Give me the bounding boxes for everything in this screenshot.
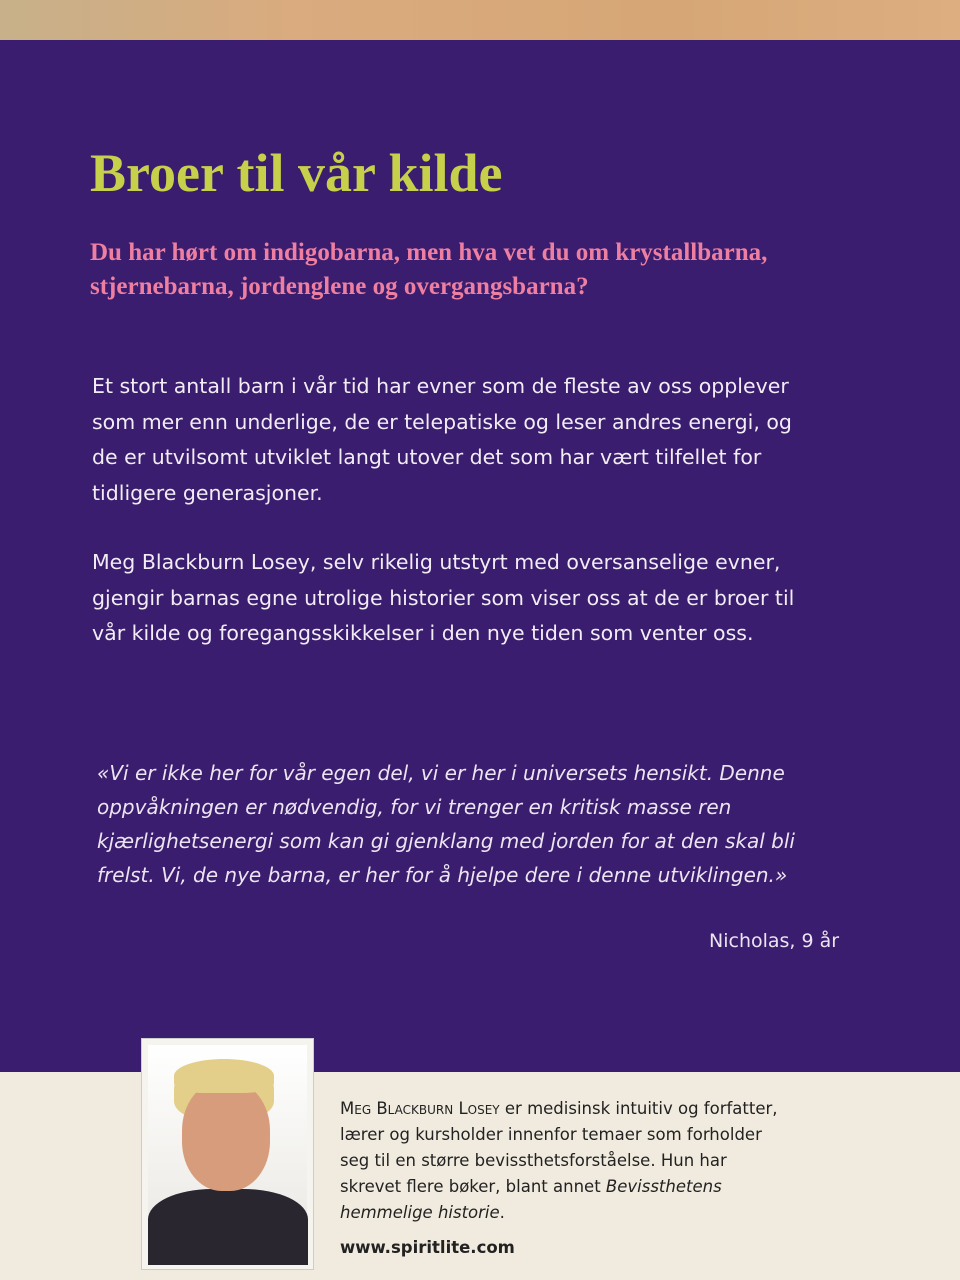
bio-line: lærer og kursholder innenfor temaer som forholder [340, 1125, 762, 1144]
text-line: de er utvilsomt utviklet langt utover det som har vært tilfellet for [92, 445, 762, 469]
quote-line: kjærlighetsenergi som kan gi gjenklang med jorden for at den skal bli [97, 829, 795, 853]
subtitle-line: stjernebarna, jordenglene og overgangsbarna? [90, 273, 589, 300]
book-title: Broer til vår kilde [90, 143, 503, 203]
bio-text: . [499, 1203, 505, 1222]
bio-text: er medisinsk intuitiv og forfatter, [499, 1099, 778, 1118]
text-line: vår kilde og foregangsskikkelser i den nye tiden som venter oss. [92, 621, 754, 645]
text-line: Et stort antall barn i vår tid har evner som de fleste av oss opplever [92, 374, 789, 398]
text-line: tidligere generasjoner. [92, 480, 323, 505]
quote [97, 756, 795, 892]
bio-line: seg til en større bevissthetsforståelse. Hun har [340, 1151, 727, 1170]
wooden-table-background [0, 0, 960, 42]
description-paragraph-2 [92, 545, 794, 652]
subtitle-line: Du har hørt om indigobarna, men hva vet du om krystallbarna, [90, 239, 768, 266]
website-url: www.spiritlite.com [340, 1238, 515, 1257]
quote-author: Nicholas, 9 år [709, 930, 840, 952]
subtitle [90, 236, 767, 304]
text-line: gjengir barnas egne utrolige historier som viser oss at de er broer til [92, 585, 795, 610]
book-reference: Bevissthetens [605, 1177, 722, 1196]
quote-line: «Vi er ikke her for vår egen del, vi er her i universets hensikt. Denne [97, 761, 785, 785]
description-paragraph-1 [92, 369, 792, 511]
quote-line: oppvåkningen er nødvendig, for vi trenger en kritisk masse ren [97, 795, 732, 819]
author-photo [141, 1038, 314, 1270]
text-line: som mer enn underlige, de er telepatiske og leser andres energi, og [92, 409, 792, 434]
author-bio [340, 1096, 778, 1226]
quote-line: frelst. Vi, de nye barna, er her for å hjelpe dere i denne utviklingen.» [97, 863, 788, 887]
author-name: Meg Blackburn Losey [340, 1099, 500, 1118]
text-line: Meg Blackburn Losey, selv rikelig utstyrt med oversanselige evner, [92, 550, 781, 574]
book-reference: hemmelige historie [340, 1203, 500, 1222]
bio-line: skrevet flere bøker, blant annet [340, 1177, 606, 1196]
